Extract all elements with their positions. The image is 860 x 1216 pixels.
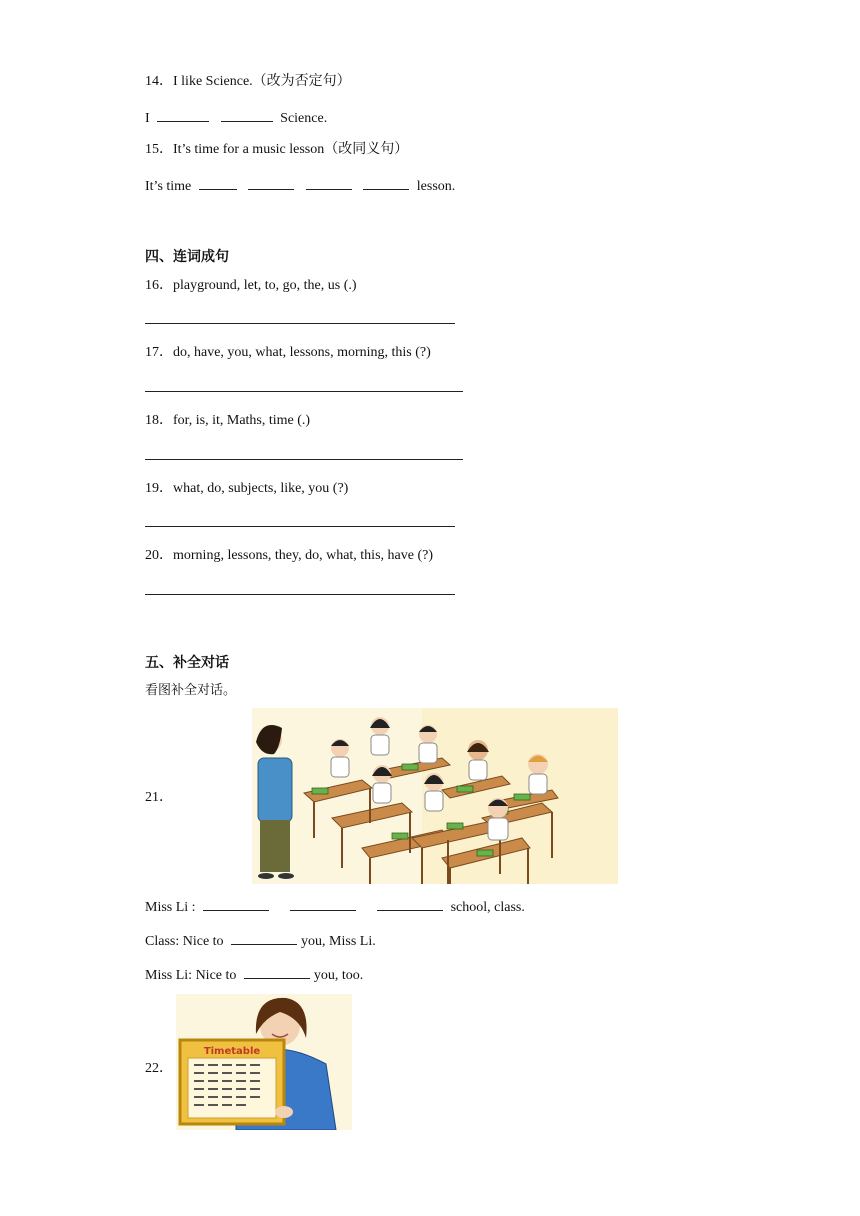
dialogue-text: you, Miss Li. bbox=[301, 934, 376, 949]
answer-line[interactable] bbox=[145, 594, 455, 595]
section-5-instruction: 看图补全对话。 bbox=[145, 683, 237, 698]
dialogue-speaker: Class: Nice to bbox=[145, 934, 224, 949]
question-14-prompt: 14．I like Science.（改为否定句） bbox=[145, 74, 351, 89]
classroom-illustration bbox=[252, 708, 618, 884]
timetable-board bbox=[180, 1040, 284, 1124]
teacher-timetable-illustration bbox=[176, 994, 352, 1130]
blank[interactable] bbox=[363, 175, 409, 190]
blank[interactable] bbox=[157, 107, 209, 122]
blank[interactable] bbox=[248, 175, 294, 190]
q21-dialogue-line-2 bbox=[145, 930, 376, 951]
question-22-number: 22． bbox=[145, 1061, 173, 1076]
blank[interactable] bbox=[290, 896, 356, 911]
answer-line[interactable] bbox=[145, 526, 455, 527]
question-21-number: 21． bbox=[145, 790, 173, 805]
blank[interactable] bbox=[231, 930, 297, 945]
question-15-post: lesson. bbox=[416, 179, 456, 194]
question-14-answer-line bbox=[145, 107, 327, 128]
blank[interactable] bbox=[203, 896, 269, 911]
question-20-prompt: 20．morning, lessons, they, do, what, this, have (?) bbox=[145, 548, 433, 563]
question-15-pre: It’s time bbox=[145, 179, 192, 194]
q21-dialogue-line-1 bbox=[145, 896, 525, 917]
question-15-answer-line bbox=[145, 175, 455, 196]
answer-line[interactable] bbox=[145, 459, 463, 460]
question-14-pre: I bbox=[145, 111, 150, 126]
section-5-title: 五、补全对话 bbox=[145, 655, 229, 671]
blank[interactable] bbox=[199, 175, 237, 190]
dialogue-text: school, class. bbox=[450, 900, 525, 915]
blank[interactable] bbox=[244, 964, 310, 979]
blank[interactable] bbox=[306, 175, 352, 190]
timetable-title: Timetable bbox=[203, 1046, 261, 1057]
answer-line[interactable] bbox=[145, 391, 463, 392]
answer-line[interactable] bbox=[145, 323, 455, 324]
question-15-prompt: 15．It’s time for a music lesson（改同义句） bbox=[145, 142, 409, 157]
blank[interactable] bbox=[221, 107, 273, 122]
dialogue-text: you, too. bbox=[313, 968, 364, 983]
dialogue-speaker: Miss Li : bbox=[145, 900, 196, 915]
question-14-post: Science. bbox=[280, 111, 328, 126]
question-19-prompt: 19．what, do, subjects, like, you (?) bbox=[145, 481, 349, 496]
question-16-prompt: 16．playground, let, to, go, the, us (.) bbox=[145, 278, 357, 293]
question-17-prompt: 17．do, have, you, what, lessons, morning, this (?) bbox=[145, 345, 431, 360]
question-18-prompt: 18．for, is, it, Maths, time (.) bbox=[145, 413, 311, 428]
section-4-title: 四、连词成句 bbox=[145, 249, 229, 265]
dialogue-speaker: Miss Li: Nice to bbox=[145, 968, 237, 983]
q21-dialogue-line-3 bbox=[145, 964, 363, 985]
blank[interactable] bbox=[377, 896, 443, 911]
